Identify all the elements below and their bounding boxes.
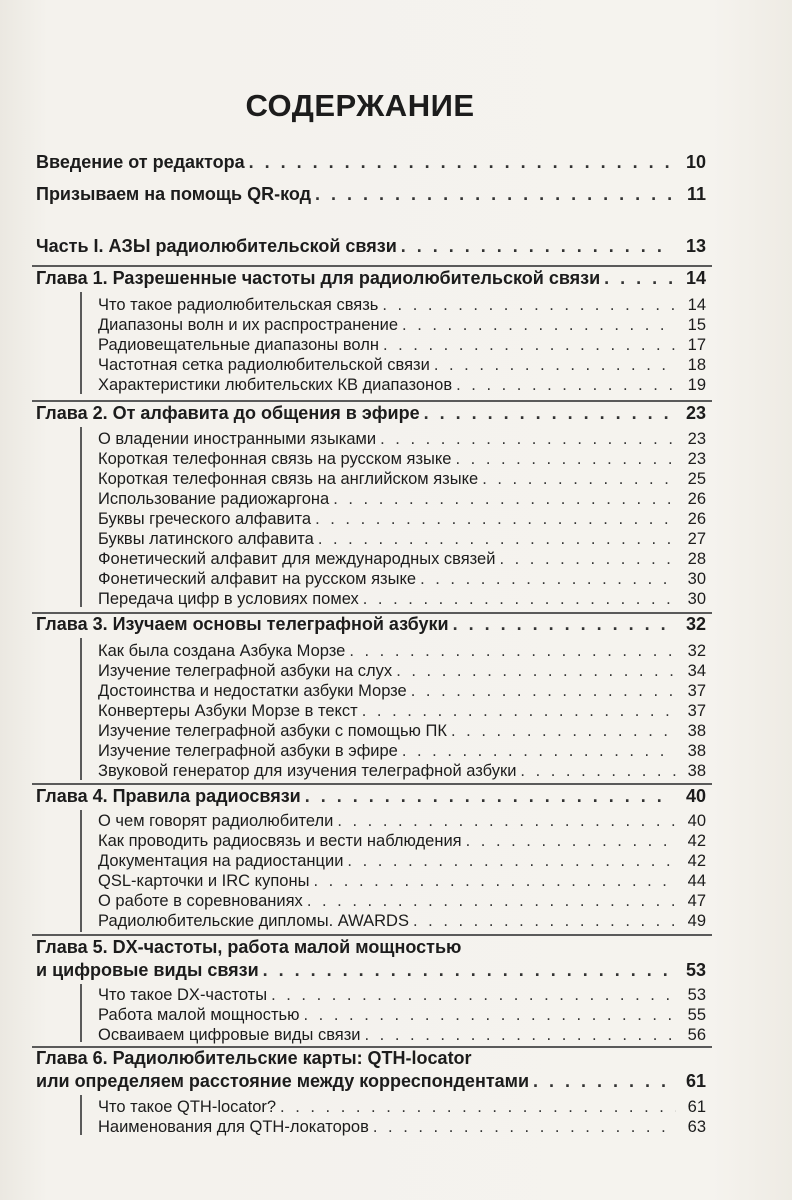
dot-leader — [362, 702, 676, 721]
section-label: Как была создана Азбука Морзе — [98, 642, 346, 660]
section-label: Что такое QTH-locator? — [98, 1098, 277, 1116]
section-label: Частотная сетка радиолюбительской связи — [98, 356, 430, 374]
dot-leader — [453, 614, 672, 635]
chapter-6-title-line1[interactable]: Глава 6. Радиолюбительские карты: QTH-locator — [36, 1048, 472, 1068]
section-page: 27 — [687, 530, 706, 548]
section-label: Изучение телеграфной азбуки с помощью ПК — [98, 722, 447, 740]
page-title: СОДЕРЖАНИЕ — [245, 88, 475, 123]
chapter-bracket — [80, 638, 82, 780]
toc-section[interactable] — [98, 356, 706, 375]
chapter-page: 40 — [685, 786, 706, 806]
dot-leader — [271, 986, 676, 1005]
toc-section[interactable] — [98, 296, 706, 315]
dot-leader — [604, 268, 672, 289]
chapter-bracket — [80, 984, 82, 1042]
toc-section[interactable] — [98, 986, 706, 1005]
dot-leader — [263, 960, 672, 981]
dot-leader — [402, 316, 676, 335]
toc-section[interactable] — [98, 682, 706, 701]
section-label: Короткая телефонная связь на русском языке — [98, 450, 452, 468]
section-label: Изучение телеграфной азбуки на слух — [98, 662, 393, 680]
dot-leader — [401, 236, 672, 257]
chapter-page: 32 — [685, 614, 706, 634]
chapter-title: Глава 4. Правила радиосвязи — [36, 786, 301, 806]
toc-section[interactable] — [98, 336, 706, 355]
toc-section[interactable] — [98, 316, 706, 335]
dot-leader — [315, 184, 672, 205]
toc-section[interactable] — [98, 376, 706, 395]
dot-leader — [307, 892, 676, 911]
section-page: 17 — [687, 336, 706, 354]
section-label: Характеристики любительских КВ диапазонов — [98, 376, 453, 394]
dot-leader — [280, 1098, 676, 1117]
toc-section[interactable] — [98, 450, 706, 469]
toc-section[interactable] — [98, 812, 706, 831]
toc-section[interactable] — [98, 832, 706, 851]
dot-leader — [520, 762, 676, 781]
section-label: Что такое радиолюбительская связь — [98, 296, 379, 314]
section-label: О работе в соревнованиях — [98, 892, 303, 910]
chapter-4-heading[interactable] — [36, 786, 706, 807]
dot-leader — [304, 1006, 676, 1025]
toc-section[interactable] — [98, 642, 706, 661]
section-label: Фонетический алфавит на русском языке — [98, 570, 417, 588]
section-page: 38 — [687, 762, 706, 780]
toc-section[interactable] — [98, 742, 706, 761]
toc-section[interactable] — [98, 662, 706, 681]
toc-entry-label: Призываем на помощь QR-код — [36, 184, 312, 204]
chapter-6-heading[interactable] — [36, 1071, 706, 1092]
dot-leader — [402, 742, 676, 761]
dot-leader — [333, 490, 676, 509]
section-label: Звуковой генератор для изучения телеграфной азбуки — [98, 762, 517, 780]
dot-leader — [313, 872, 676, 891]
dot-leader — [424, 403, 672, 424]
section-page: 63 — [687, 1118, 706, 1136]
dot-leader — [413, 912, 676, 931]
dot-leader — [383, 336, 676, 355]
toc-section[interactable] — [98, 550, 706, 569]
section-page: 42 — [687, 852, 706, 870]
chapter-bracket — [80, 810, 82, 932]
dot-leader — [380, 430, 676, 449]
section-label: Что такое DX-частоты — [98, 986, 268, 1004]
toc-section[interactable] — [98, 722, 706, 741]
toc-section[interactable] — [98, 1118, 706, 1137]
section-page: 49 — [687, 912, 706, 930]
section-label: Передача цифр в условиях помех — [98, 590, 359, 608]
dot-leader — [455, 450, 676, 469]
toc-section[interactable] — [98, 1098, 706, 1117]
section-page: 30 — [687, 590, 706, 608]
toc-entry-part-1[interactable] — [36, 236, 706, 257]
toc-section[interactable] — [98, 510, 706, 529]
section-page: 26 — [687, 490, 706, 508]
chapter-divider — [32, 934, 712, 936]
dot-leader — [456, 376, 676, 395]
section-label: Короткая телефонная связь на английском языке — [98, 470, 479, 488]
toc-section[interactable] — [98, 702, 706, 721]
section-label: Достоинства и недостатки азбуки Морзе — [98, 682, 407, 700]
toc-section[interactable] — [98, 470, 706, 489]
section-page: 34 — [687, 662, 706, 680]
section-label: Буквы греческого алфавита — [98, 510, 312, 528]
section-label: Изучение телеграфной азбуки в эфире — [98, 742, 398, 760]
dot-leader — [363, 590, 676, 609]
toc-section[interactable] — [98, 430, 706, 449]
chapter-3-heading[interactable] — [36, 614, 706, 635]
section-label: Работа малой мощностью — [98, 1006, 300, 1024]
dot-leader — [420, 570, 676, 589]
toc-section[interactable] — [98, 490, 706, 509]
section-label: Документация на радиостанции — [98, 852, 344, 870]
toc-section[interactable] — [98, 912, 706, 931]
section-page: 42 — [687, 832, 706, 850]
toc-section[interactable] — [98, 892, 706, 911]
section-label: Диапазоны волн и их распространение — [98, 316, 399, 334]
chapter-title: и цифровые виды связи — [36, 960, 259, 980]
section-label: Осваиваем цифровые виды связи — [98, 1026, 361, 1044]
toc-section[interactable] — [98, 852, 706, 871]
chapter-bracket — [80, 1095, 82, 1135]
section-page: 55 — [687, 1006, 706, 1024]
toc-section[interactable] — [98, 1026, 706, 1045]
toc-entry-page: 10 — [685, 152, 706, 172]
dot-leader — [533, 1071, 672, 1092]
section-page: 56 — [687, 1026, 706, 1044]
chapter-page: 14 — [685, 268, 706, 288]
section-page: 23 — [687, 430, 706, 448]
dot-leader — [347, 852, 676, 871]
toc-section[interactable] — [98, 1006, 706, 1025]
dot-leader — [482, 470, 676, 489]
section-page: 18 — [687, 356, 706, 374]
section-label: Как проводить радиосвязь и вести наблюдения — [98, 832, 462, 850]
chapter-divider — [32, 783, 712, 785]
section-label: Радиолюбительские дипломы. AWARDS — [98, 912, 409, 930]
section-page: 47 — [687, 892, 706, 910]
section-page: 40 — [687, 812, 706, 830]
chapter-bracket — [80, 427, 82, 607]
chapter-page: 61 — [685, 1071, 706, 1091]
section-page: 19 — [687, 376, 706, 394]
section-label: QSL-карточки и IRC купоны — [98, 872, 310, 890]
dot-leader — [434, 356, 676, 375]
chapter-title: Глава 1. Разрешенные частоты для радиолюбительской связи — [36, 268, 601, 288]
section-page: 53 — [687, 986, 706, 1004]
chapter-page: 53 — [685, 960, 706, 980]
dot-leader — [315, 510, 676, 529]
dot-leader — [373, 1118, 676, 1137]
section-label: Наименования для QTH-локаторов — [98, 1118, 369, 1136]
section-page: 23 — [687, 450, 706, 468]
section-label: Конвертеры Азбуки Морзе в текст — [98, 702, 358, 720]
chapter-1-heading[interactable] — [36, 268, 706, 289]
chapter-bracket — [80, 292, 82, 394]
toc-entry-qr[interactable] — [36, 184, 706, 205]
dot-leader — [466, 832, 676, 851]
section-page: 44 — [687, 872, 706, 890]
toc-section[interactable] — [98, 590, 706, 609]
chapter-title: Глава 2. От алфавита до общения в эфире — [36, 403, 420, 423]
toc-section[interactable] — [98, 530, 706, 549]
section-label: Использование радиожаргона — [98, 490, 330, 508]
section-page: 15 — [687, 316, 706, 334]
toc-section[interactable] — [98, 872, 706, 891]
toc-section[interactable] — [98, 762, 706, 781]
dot-leader — [451, 722, 676, 741]
dot-leader — [499, 550, 676, 569]
section-label: О владении иностранными языками — [98, 430, 377, 448]
toc-section[interactable] — [98, 570, 706, 589]
dot-leader — [365, 1026, 676, 1045]
section-label: Буквы латинского алфавита — [98, 530, 314, 548]
dot-leader — [349, 642, 676, 661]
chapter-page: 23 — [685, 403, 706, 423]
section-page: 37 — [687, 682, 706, 700]
section-page: 25 — [687, 470, 706, 488]
chapter-5-title-line1[interactable]: Глава 5. DX-частоты, работа малой мощностью — [36, 937, 462, 957]
section-page: 32 — [687, 642, 706, 660]
dot-leader — [318, 530, 676, 549]
section-page: 28 — [687, 550, 706, 568]
chapter-title: Глава 3. Изучаем основы телеграфной азбуки — [36, 614, 449, 634]
section-label: О чем говорят радиолюбители — [98, 812, 334, 830]
toc-entry-label: Введение от редактора — [36, 152, 245, 172]
chapter-5-heading[interactable] — [36, 960, 706, 981]
dot-leader — [249, 152, 672, 173]
toc-entry-label: Часть I. АЗЫ радиолюбительской связи — [36, 236, 397, 256]
dot-leader — [411, 682, 676, 701]
chapter-divider — [32, 400, 712, 402]
toc-entry-page: 13 — [685, 236, 706, 256]
toc-entry-intro[interactable] — [36, 152, 706, 173]
chapter-2-heading[interactable] — [36, 403, 706, 424]
section-page: 26 — [687, 510, 706, 528]
section-page: 38 — [687, 742, 706, 760]
dot-leader — [382, 296, 676, 315]
toc-entry-page: 11 — [686, 184, 706, 204]
dot-leader — [396, 662, 676, 681]
chapter-divider — [32, 265, 712, 267]
section-page: 61 — [687, 1098, 706, 1116]
section-label: Фонетический алфавит для международных связей — [98, 550, 496, 568]
chapter-title: или определяем расстояние между корреспондентами — [36, 1071, 530, 1091]
section-page: 38 — [687, 722, 706, 740]
section-label: Радиовещательные диапазоны волн — [98, 336, 379, 354]
section-page: 37 — [687, 702, 706, 720]
dot-leader — [337, 812, 676, 831]
section-page: 14 — [687, 296, 706, 314]
dot-leader — [305, 786, 672, 807]
section-page: 30 — [687, 570, 706, 588]
